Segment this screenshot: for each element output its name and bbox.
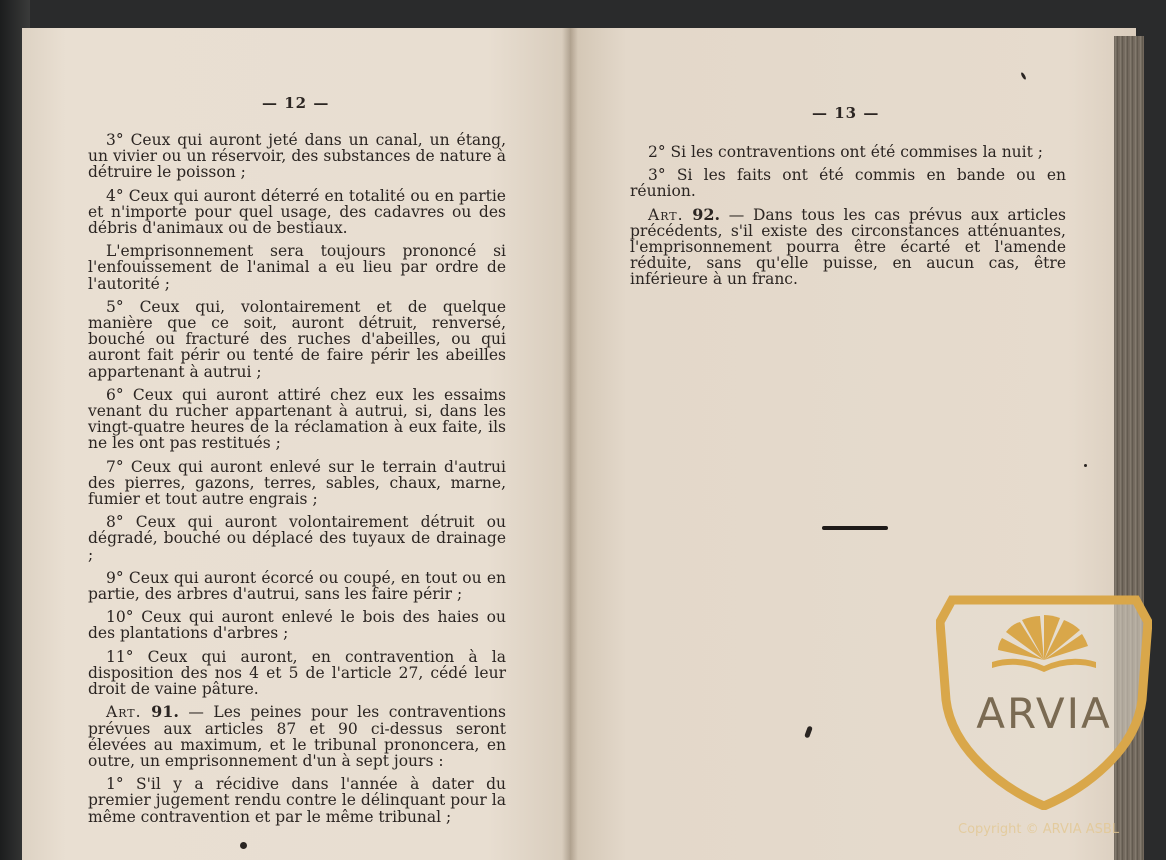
paragraph: L'emprisonnement sera toujours prononcé si l'enfouissement de l'animal a eu lieu par ordre de l'autorité ; bbox=[88, 242, 506, 293]
arvia-logo bbox=[936, 582, 1152, 810]
paragraph: 6° Ceux qui auront attiré chez eux les essaims venant du rucher appartenant à autrui, si, dans les vingt-quatre heures de la réclamation à eux faite, ils ne les ont pas restitués ; bbox=[88, 385, 506, 453]
page-number-right: — 13 — bbox=[812, 104, 880, 122]
book-gutter bbox=[562, 28, 578, 860]
ink-dash bbox=[822, 526, 888, 530]
paragraph: 1° S'il y a récidive dans l'année à dater du premier jugement rendu contre le délinquant pour la même contravention et par le même tribunal ; bbox=[88, 775, 506, 826]
paragraph: 11° Ceux qui auront, en contravention à la disposition des nos 4 et 5 de l'article 27, cédé leur droit de vaine pâture. bbox=[88, 647, 506, 699]
ink-spot bbox=[240, 842, 247, 849]
copyright-notice: Copyright © ARVIA ASBL bbox=[958, 822, 1120, 837]
paragraph: 3° Ceux qui auront jeté dans un canal, un étang, un vivier ou un réservoir, des substances de nature à détruire le poisson ; bbox=[88, 131, 506, 182]
paragraph: 9° Ceux qui auront écorcé ou coupé, en tout ou en partie, des arbres d'autrui, sans les faire périr ; bbox=[88, 568, 506, 604]
article-number: 91. bbox=[151, 702, 179, 722]
ink-spot bbox=[1020, 72, 1027, 80]
article-number: 92. bbox=[692, 204, 721, 224]
logo-text: ARVIA bbox=[976, 689, 1112, 738]
paragraph: 3° Si les faits ont été commis en bande ou en réunion. bbox=[630, 166, 1066, 201]
article-text: — Les peines pour les contraventions prévues aux articles 87 et 90 ci-dessus seront élevées au maximum, et le tribunal prononcera, en outre, un emprisonnement d'un à sept jours : bbox=[88, 703, 506, 770]
paragraph: 2° Si les contraventions ont été commises la nuit ; bbox=[648, 143, 1043, 161]
article-tag: Art. bbox=[648, 205, 684, 224]
page-number-left: — 12 — bbox=[262, 94, 330, 112]
paragraph: 7° Ceux qui auront enlevé sur le terrain d'autrui des pierres, gazons, terres, sables, chaux, marne, fumier et tout autre engrais ; bbox=[88, 457, 506, 509]
paragraph: 5° Ceux qui, volontairement et de quelque manière que ce soit, auront détruit, renversé, bouché ou fracturé des ruches d'abeilles, ou qui auront fait périr ou tenté de faire périr les abeilles appartenant à autrui ; bbox=[88, 297, 506, 381]
article-text: — Dans tous les cas prévus aux articles précédents, s'il existe des circonstances atténuantes, l'emprisonnement pourra être écarté et l'amende réduite, sans qu'elle puisse, en aucun cas, être inférieure à un franc. bbox=[630, 205, 1066, 289]
ink-spot bbox=[804, 726, 813, 739]
paragraph: 4° Ceux qui auront déterré en totalité ou en partie et n'importe pour quel usage, des cadavres ou des débris d'animaux ou de bestiaux. bbox=[88, 186, 506, 238]
article-92 bbox=[630, 204, 1066, 289]
left-page bbox=[22, 28, 570, 860]
paragraph: 10° Ceux qui auront enlevé le bois des haies ou des plantations d'arbres ; bbox=[88, 608, 506, 643]
right-page-text bbox=[630, 144, 1066, 295]
paragraph: 8° Ceux qui auront volontairement détruit ou dégradé, bouché ou déplacé des tuyaux de drainage ; bbox=[88, 513, 506, 564]
article-91 bbox=[88, 704, 506, 769]
ink-spot bbox=[1084, 464, 1087, 467]
left-page-text bbox=[88, 132, 506, 832]
article-tag: Art. bbox=[106, 703, 142, 722]
